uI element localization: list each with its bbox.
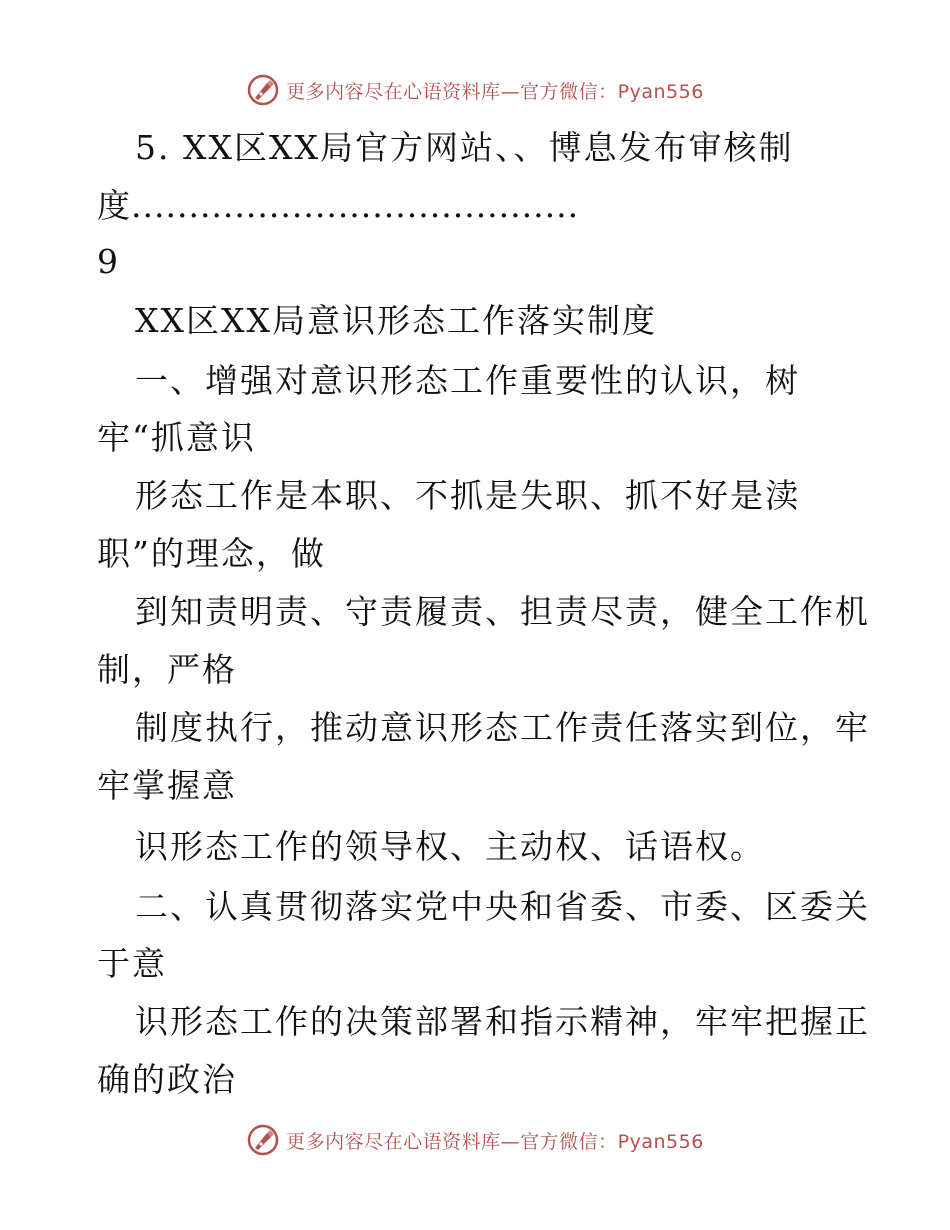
section-title: XX区XX局意识形态工作落实制度 xyxy=(135,301,657,340)
paragraph-line: 牢“抓意识 xyxy=(97,418,256,457)
pen-nib-logo-icon xyxy=(246,73,280,107)
paragraph-line: 二、认真贯彻落实党中央和省委、市委、区委关 xyxy=(135,887,870,926)
toc-dot-leader: 度....................................... xyxy=(97,186,580,225)
paragraph-line: 职”的理念，做 xyxy=(97,534,326,573)
watermark-banner-top xyxy=(0,70,950,110)
paragraph-line: 制，严格 xyxy=(97,650,237,689)
toc-page-number: 9 xyxy=(97,242,120,281)
watermark-banner-bottom xyxy=(0,1120,950,1160)
paragraph-line: 到知责明责、守责履责、担责尽责，健全工作机 xyxy=(135,592,870,631)
paragraph-line: 识形态工作的决策部署和指示精神，牢牢把握正 xyxy=(135,1002,870,1041)
pen-nib-logo-icon xyxy=(246,1123,280,1157)
watermark-text: 更多内容尽在心语资料库—官方微信：Pyan556 xyxy=(286,1130,704,1153)
paragraph-line: 于意 xyxy=(97,944,167,983)
toc-entry-line: 5. XX区XX局官方网站、、博息发布审核制 xyxy=(135,128,794,167)
paragraph-line: 识形态工作的领导权、主动权、话语权。 xyxy=(135,827,765,866)
paragraph-line: 牢掌握意 xyxy=(97,766,237,805)
paragraph-line: 形态工作是本职、不抓是失职、抓不好是渎 xyxy=(135,476,800,515)
paragraph-line: 确的政治 xyxy=(97,1060,237,1099)
paragraph-line: 一、增强对意识形态工作重要性的认识，树 xyxy=(135,361,800,400)
paragraph-line: 制度执行，推动意识形态工作责任落实到位，牢 xyxy=(135,708,870,747)
watermark-text: 更多内容尽在心语资料库—官方微信：Pyan556 xyxy=(286,80,704,103)
